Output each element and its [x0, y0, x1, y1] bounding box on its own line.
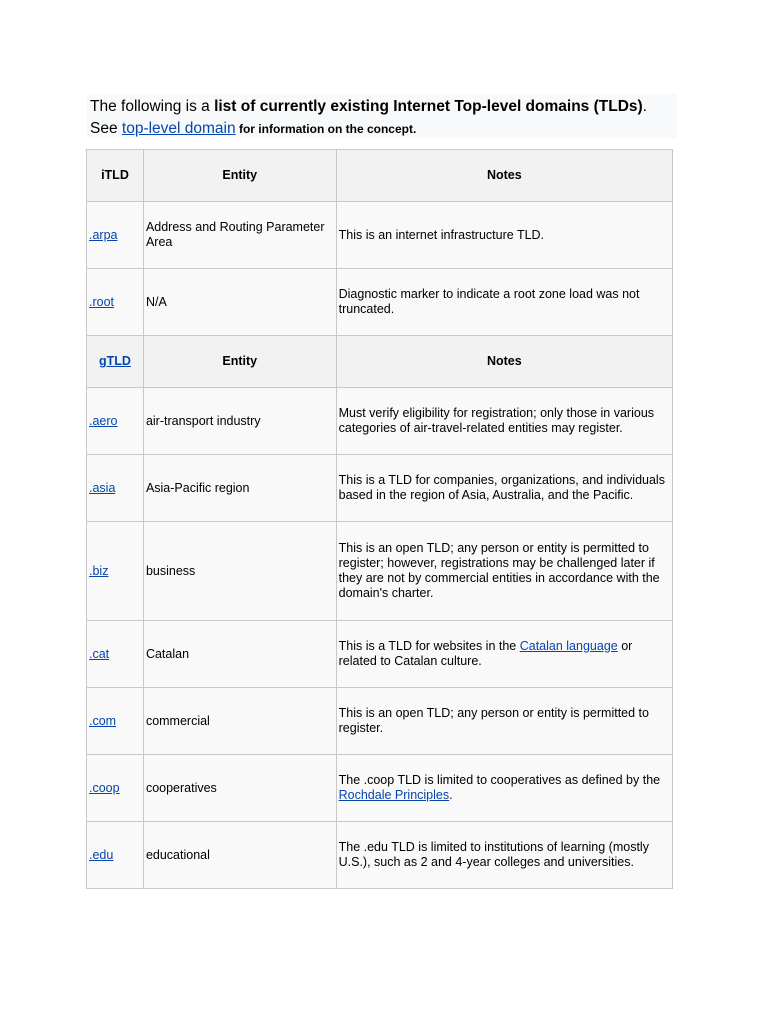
domain-cell — [87, 455, 144, 522]
entity-cell: Catalan — [143, 621, 336, 688]
top-level-domain-link[interactable]: top-level domain — [121, 120, 236, 137]
domain-link-cat[interactable]: .cat — [89, 646, 110, 661]
notes-cell: This is a TLD for companies, organizations, and individuals based in the region of Asia, Australia, and the Pacific. — [336, 455, 672, 522]
entity-cell: Address and Routing Parameter Area — [143, 202, 336, 269]
notes-cell — [336, 621, 672, 688]
domain-cell — [87, 822, 144, 889]
domain-cell — [87, 202, 144, 269]
gtld-link[interactable]: gTLD — [99, 354, 131, 368]
tld-table — [86, 149, 673, 889]
intro-suffix: . — [642, 98, 647, 115]
domain-link-arpa[interactable]: .arpa — [89, 227, 118, 242]
table-row — [87, 269, 673, 336]
notes-header: Notes — [336, 150, 672, 202]
domain-link-asia[interactable]: .asia — [89, 480, 116, 495]
intro-paragraph — [87, 94, 677, 138]
intro-bold-title: list of currently existing Internet Top-level domains (TLDs) — [214, 98, 643, 115]
domain-cell — [87, 388, 144, 455]
table-row — [87, 621, 673, 688]
domain-link-biz[interactable]: .biz — [89, 563, 109, 578]
intro-prefix: The following is a — [90, 98, 215, 115]
notes-cell — [336, 755, 672, 822]
entity-header: Entity — [143, 150, 336, 202]
domain-cell — [87, 755, 144, 822]
notes-text: . — [449, 788, 453, 802]
table-row — [87, 202, 673, 269]
intro-rest: for information on the concept. — [235, 122, 417, 136]
notes-text: or related to Catalan culture. — [338, 639, 633, 668]
domain-link-com[interactable]: .com — [89, 713, 117, 728]
notes-cell: This is an open TLD; any person or entity is permitted to register; however, registrations may be challenged later if they are not by commercial entities in accordance with the domain's charter. — [336, 522, 672, 621]
notes-header: Notes — [336, 336, 672, 388]
notes-text: This is a TLD for websites in the — [338, 639, 520, 653]
intro-see: See — [90, 120, 122, 137]
table-row — [87, 688, 673, 755]
notes-cell: This is an internet infrastructure TLD. — [336, 202, 672, 269]
notes-cell: Diagnostic marker to indicate a root zone load was not truncated. — [336, 269, 672, 336]
entity-header: Entity — [143, 336, 336, 388]
itld-header-row — [87, 150, 673, 202]
domain-link-root[interactable]: .root — [89, 294, 115, 309]
entity-cell: air-transport industry — [143, 388, 336, 455]
entity-cell: commercial — [143, 688, 336, 755]
table-row — [87, 388, 673, 455]
entity-cell: cooperatives — [143, 755, 336, 822]
notes-cell: Must verify eligibility for registration; only those in various categories of air-travel-related entities may register. — [336, 388, 672, 455]
entity-cell: N/A — [143, 269, 336, 336]
domain-cell — [87, 688, 144, 755]
catalan-language-link[interactable]: Catalan language — [519, 639, 618, 653]
domain-link-aero[interactable]: .aero — [89, 413, 118, 428]
domain-cell — [87, 269, 144, 336]
table-row — [87, 755, 673, 822]
domain-link-edu[interactable]: .edu — [89, 847, 114, 862]
gtld-header-row — [87, 336, 673, 388]
table-row — [87, 455, 673, 522]
entity-cell: educational — [143, 822, 336, 889]
entity-cell: Asia-Pacific region — [143, 455, 336, 522]
itld-header: iTLD — [87, 150, 144, 202]
entity-cell: business — [143, 522, 336, 621]
notes-cell: This is an open TLD; any person or entity is permitted to register. — [336, 688, 672, 755]
gtld-header — [87, 336, 144, 388]
notes-cell: The .edu TLD is limited to institutions of learning (mostly U.S.), such as 2 and 4-year colleges and universities. — [336, 822, 672, 889]
rochdale-principles-link[interactable]: Rochdale Principles — [338, 788, 450, 802]
table-row — [87, 522, 673, 621]
table-row — [87, 822, 673, 889]
domain-link-coop[interactable]: .coop — [89, 780, 120, 795]
domain-cell — [87, 522, 144, 621]
domain-cell — [87, 621, 144, 688]
notes-text: The .coop TLD is limited to cooperatives as defined by the — [338, 773, 661, 787]
